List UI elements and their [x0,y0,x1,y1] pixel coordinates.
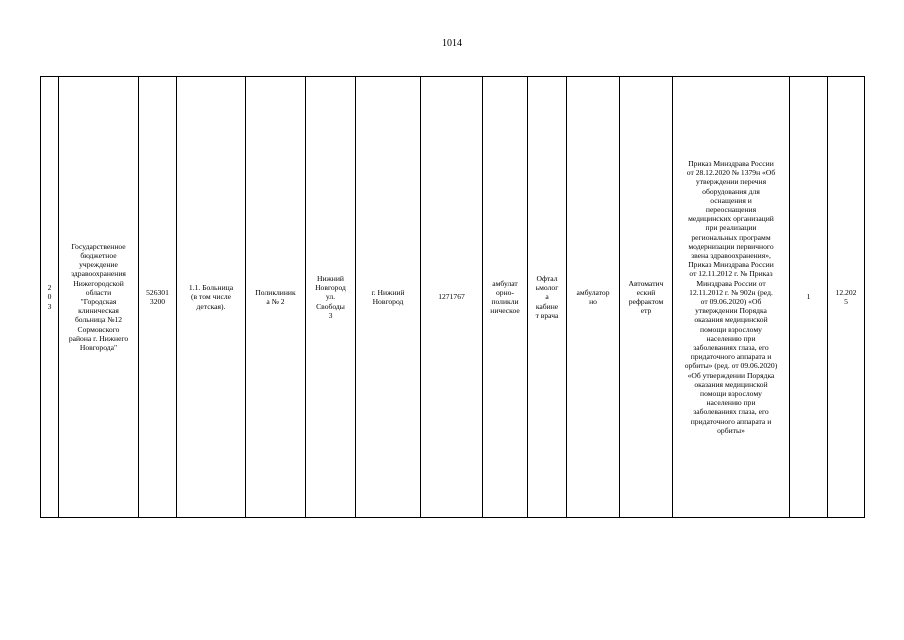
text-line: оказания медицинской [694,379,768,389]
organization-cell [59,77,139,518]
text-line: 3 [328,310,333,320]
text-line: 0 [47,292,52,302]
text-line: звена здравоохранения», [691,250,771,260]
text-line: ническое [490,306,520,316]
institution-type-cell [177,77,246,518]
text-line: 3 [47,301,52,311]
text-line: помощи взрослому [700,324,762,334]
text-line: Новгород [315,283,346,293]
text-line: ул. [325,292,336,302]
text-line: ьмолог [535,283,559,293]
text-line: больница №12 [74,315,123,325]
text-line: модернизации первичного [688,241,774,251]
code-cell [421,77,483,518]
text-line: а [545,292,549,302]
text-line: заболеваниях глаза, его [693,407,769,417]
text-line: района г. Нижнего [68,333,129,343]
text-line: 526301 [146,287,169,297]
organization-name [61,242,136,352]
code-value: 1271767 [438,292,465,302]
text-line: 1.1. Больница [188,283,234,293]
unit-cell [246,77,306,518]
text-line: бюджетное [80,250,117,260]
text-line: кабине [535,301,559,311]
text-line: медицинских организаций [688,214,774,224]
text-line: а № 2 [266,297,285,306]
text-line: Поликлиник [255,287,296,297]
text-line: 5 [844,297,848,306]
text-line: Нижний [317,273,344,283]
text-line: Новгорода" [79,343,118,353]
text-line: 2 [47,283,52,293]
text-line: Свободы [316,301,345,311]
text-line: "Городская [80,297,117,306]
text-line: Нижегородской [73,278,124,288]
table-row [41,77,865,518]
equipment-name [622,279,670,316]
text-line: оборудования для [702,186,760,196]
care-form [569,288,617,306]
text-line: Автоматич [628,278,664,288]
quantity-cell [790,77,828,518]
text-line: от 12.11.2012 г. № Приказ [689,269,773,279]
text-line: рефрактом [628,297,664,306]
text-line: оснащения и [710,195,752,205]
office-cell [528,77,567,518]
equipment-cell [620,77,673,518]
text-line: (в том числе [190,292,231,302]
unit-name [248,288,303,306]
text-line: етр [640,306,652,316]
institution-type [179,283,243,311]
text-line: Сормовского [77,324,120,334]
text-line: но [589,297,597,306]
text-line: оказания медицинской [694,315,768,325]
address [308,274,353,320]
text-line: 3200 [149,297,166,306]
date-value [830,288,862,306]
text-line: т врача [535,310,559,320]
address-cell [306,77,356,518]
text-line: здравоохранения [71,269,126,279]
text-line: от 28.12.2020 № 1379н «Об [686,168,776,178]
settlement-cell [356,77,421,518]
text-line: утверждении перечня [695,177,767,187]
text-line: области [85,287,112,297]
settlement [358,288,418,306]
text-line: населению при [706,398,756,408]
text-line: клиническая [78,306,119,316]
quantity-value: 1 [806,292,811,302]
text-line: амбулат [492,278,518,288]
regulation-cell [673,77,790,518]
text-line: поликли [491,297,519,306]
text-line: населению при [706,333,756,343]
text-line: амбулатор [576,287,610,297]
text-line: г. Нижний [371,287,405,297]
text-line: еский [636,287,656,297]
text-line: 12.11.2012 г. № 902н (ред. [689,287,773,297]
text-line: орбиты» (ред. от 09.06.2020) [684,361,778,371]
text-line: придаточного аппарата и [690,416,772,426]
text-line: Минздрава России от [696,278,766,288]
text-line: региональных программ [691,232,771,242]
care-conditions-cell [483,77,528,518]
inn-cell [139,77,177,518]
text-line: от 09.06.2020) «Об [700,297,762,306]
text-line: помощи взрослому [700,389,762,399]
text-line: Государственное [71,241,126,251]
page-number: 1014 [442,38,462,49]
date-cell [828,77,865,518]
inn-value [141,288,174,306]
text-line: заболеваниях глаза, его [693,343,769,353]
text-line: учреждение [79,260,118,270]
text-line: при реализации [705,223,757,233]
regulation-text [675,159,787,435]
text-line: 12.202 [835,287,857,297]
text-line: придаточного аппарата и [690,352,772,362]
row-number-cell [41,77,59,518]
row-number [41,283,58,311]
text-line: переоснащения [705,204,757,214]
text-line: Приказ Минздрава России [688,158,774,168]
care-form-cell [567,77,620,518]
text-line: детская). [196,301,226,311]
text-line: утверждении Порядка [695,306,767,316]
registry-table [40,76,865,518]
text-line: Офтал [536,273,558,283]
office-name [530,274,564,320]
text-line: орно- [496,287,514,297]
text-line: орбиты» [717,425,745,435]
care-conditions [485,279,525,316]
text-line: Новгород [372,297,404,306]
text-line: «Об утверждении Порядка [687,370,775,380]
text-line: Приказ Минздрава России [688,260,774,270]
